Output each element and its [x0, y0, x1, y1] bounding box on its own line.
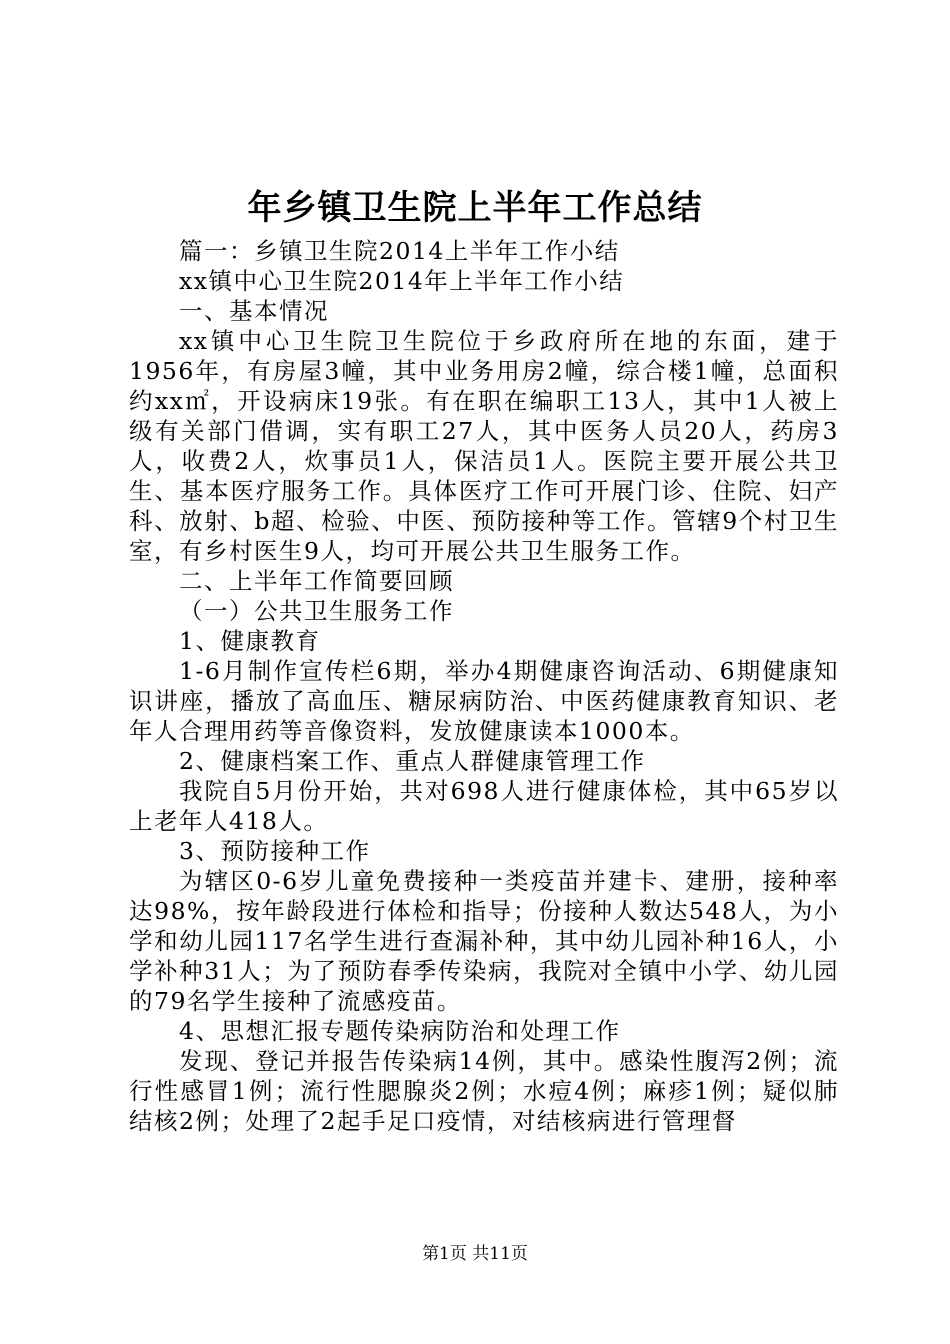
- subsection-heading-public-health: （一）公共卫生服务工作: [179, 597, 454, 625]
- paragraph-report-title: xx镇中心卫生院2014年上半年工作小结: [179, 267, 625, 295]
- section-heading-basic-info: 一、基本情况: [179, 297, 329, 325]
- paragraph-article-heading: 篇一：乡镇卫生院2014上半年工作小结: [179, 237, 620, 265]
- paragraph-infectious-disease: 发现、登记并报告传染病14例，其中。感染性腹泻2例；流行性感冒1例；流行性腮腺炎2例；水痘4例；麻疹1例；疑似肺结核2例；处理了2起手足口疫情，对结核病进行管理督: [129, 1047, 839, 1135]
- paragraph-health-education: 1-6月制作宣传栏6期，举办4期健康咨询活动、6期健康知识讲座，播放了高血压、糖尿病防治、中医药健康教育知识、老年人合理用药等音像资料，发放健康读本1000本。: [129, 657, 839, 745]
- paragraph-basic-info: xx镇中心卫生院卫生院位于乡政府所在地的东面，建于1956年，有房屋3幢，其中业务用房2幢，综合楼1幢，总面积约xx㎡，开设病床19张。有在职在编职工13人，其中1人被上级有关部门借调，实有职工27人，其中医务人员20人，药房3人，收费2人，炊事员1人，保洁员1人。医院主要开展公共卫生、基本医疗服务工作。具体医疗工作可开展门诊、住院、妇产科、放射、b超、检验、中医、预防接种等工作。管辖9个村卫生室，有乡村医生9人，均可开展公共卫生服务工作。: [129, 327, 839, 565]
- item-heading-health-education: 1、健康教育: [179, 627, 321, 655]
- section-heading-review: 二、上半年工作简要回顾: [179, 567, 454, 595]
- paragraph-vaccination: 为辖区0-6岁儿童免费接种一类疫苗并建卡、建册，接种率达98%，按年龄段进行体检和指导；份接种人数达548人，为小学和幼儿园117名学生进行查漏补种，其中幼儿园补种16人，小学补种31人；为了预防春季传染病，我院对全镇中小学、幼儿园的79名学生接种了流感疫苗。: [129, 867, 839, 1015]
- document-title: 年乡镇卫生院上半年工作总结: [247, 188, 703, 228]
- document-body: [129, 236, 839, 1136]
- paragraph-health-records: 我院自5月份开始，共对698人进行健康体检，其中65岁以上老年人418人。: [129, 777, 839, 835]
- page-footer: 第1页 共11页: [422, 1244, 528, 1264]
- item-heading-health-records: 2、健康档案工作、重点人群健康管理工作: [179, 747, 646, 775]
- item-heading-vaccination: 3、预防接种工作: [179, 837, 371, 865]
- item-heading-infectious-disease: 4、思想汇报专题传染病防治和处理工作: [179, 1017, 621, 1045]
